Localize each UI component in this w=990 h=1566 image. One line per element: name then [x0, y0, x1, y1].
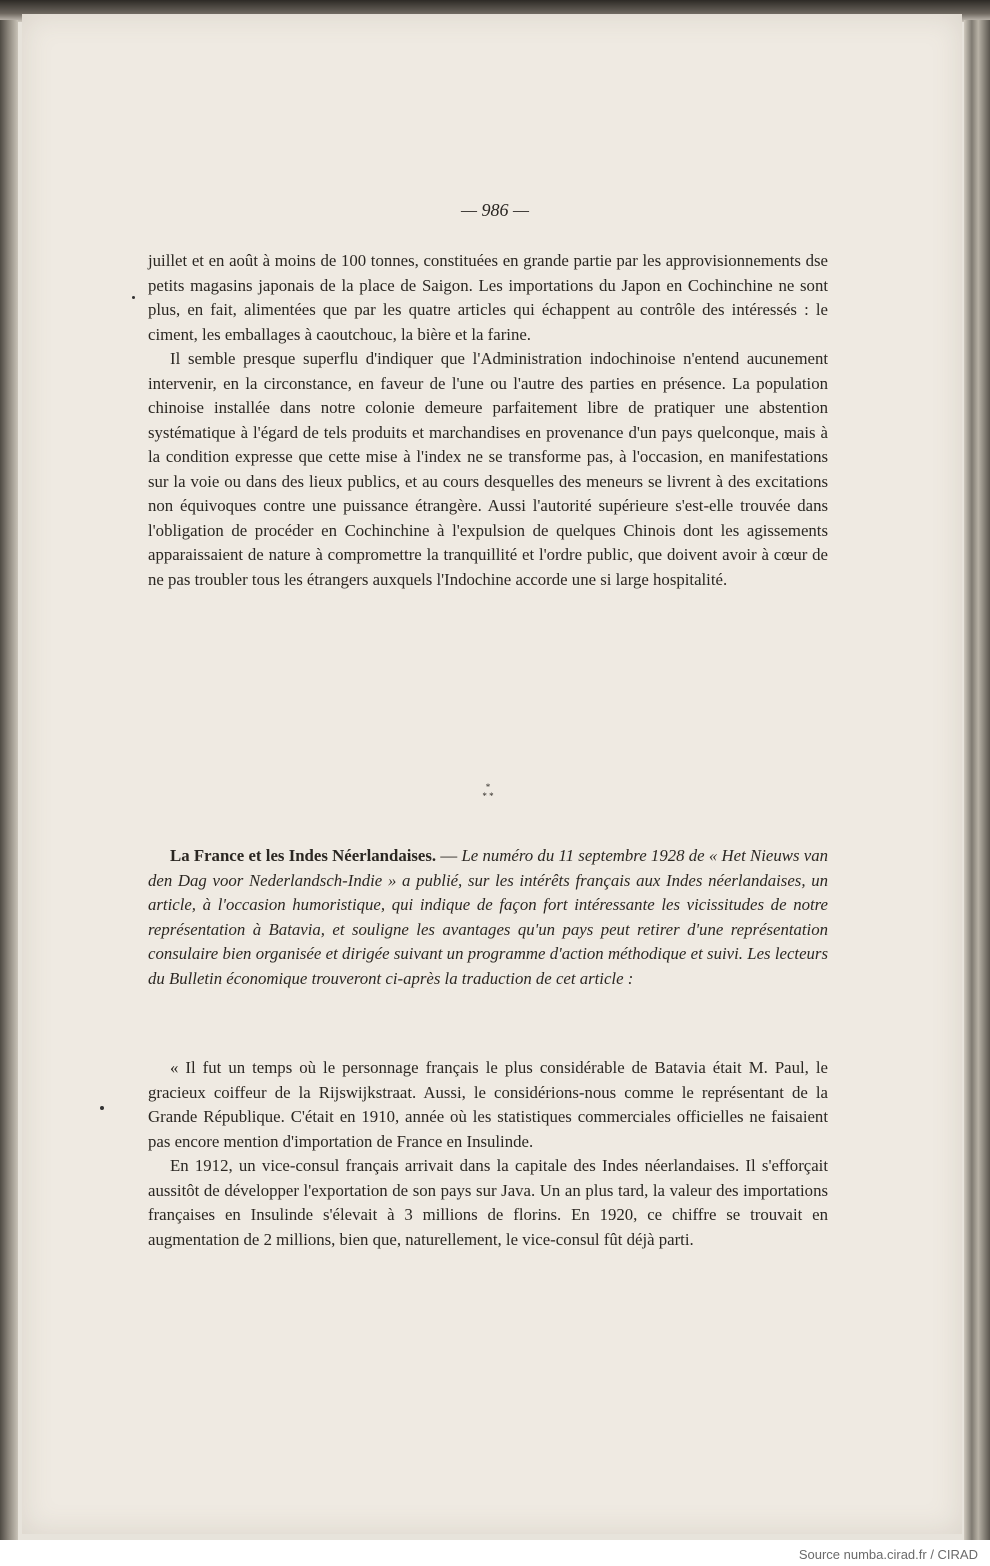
article-introduction — [148, 844, 828, 991]
paragraph: juillet et en août à moins de 100 tonnes, constituées en grande partie par les approvisionnements dse petits magasins japonais de la place de Saigon. Les importations du Japon en Cochinchine ne sont plus, en fait, alimentées que par les quatre articles qui échappent au contrôle des intéressés : le ciment, les emballages à caoutchouc, la bière et la farine. — [148, 251, 828, 344]
source-credit: Source numba.cirad.fr / CIRAD — [798, 1547, 978, 1562]
paragraph: « Il fut un temps où le personnage français le plus considérable de Batavia était M. Paul, le gracieux coiffeur de la Rijswijkstraat. Aussi, le considérions-nous comme le représentant de la Grande République. C'était en 1910, année où les statistiques commerciales officielles ne faisaient pas encore mention d'importation de France en Insulinde. — [148, 1058, 828, 1151]
intro-paragraph — [148, 844, 828, 991]
section-separator-asterism — [460, 783, 516, 801]
book-left-edge — [0, 20, 18, 1540]
intro-text: Le numéro du 11 septembre 1928 de « Het Nieuws van den Dag voor Nederlandsch-Indie » a publié, sur les intérêts français aux Indes néerlandaises, un article, à l'occasion humoristique, qui indique de façon fort intéressante les vicissitudes de notre représentation à Batavia, et souligne les avantages qu'un pays peut retirer d'une représentation consulaire bien organisée et dirigée suivant un programme d'action méthodique et suivi. Les lecteurs du Bulletin économique trouveront ci-après la traduction de cet article : — [148, 846, 828, 988]
book-page-stack-edge — [964, 20, 990, 1540]
paragraph: En 1912, un vice-consul français arrivait dans la capitale des Indes néerlandaises. Il s'efforçait aussitôt de développer l'exportation de son pays sur Java. Un an plus tard, la valeur des importations françaises en Insulinde s'élevait à 3 millions de florins. En 1920, ce chiffre se trouvait en augmentation de 2 millions, bien que, naturellement, le vice-consul fût déjà parti. — [148, 1156, 828, 1249]
heading-dash: — — [436, 846, 462, 865]
ink-speck — [100, 1106, 104, 1110]
asterism-top: * — [485, 782, 491, 792]
translated-article — [148, 1056, 828, 1252]
body-text-section-1 — [148, 249, 828, 592]
ink-speck — [132, 296, 135, 299]
article-heading: La France et les Indes Néerlandaises. — [170, 846, 437, 865]
book-page — [22, 14, 962, 1534]
asterism-bottom: * * — [482, 791, 494, 801]
page-number: — 986 — — [460, 200, 529, 220]
paragraph: Il semble presque superflu d'indiquer que l'Administration indochinoise n'entend aucunement intervenir, en la circonstance, en faveur de l'une ou l'autre des parties en présence. La population chinoise installée dans notre colonie demeure parfaitement libre de pratiquer une abstention systématique à l'égard de tels produits et marchandises en provenance d'un pays quelconque, mais à la condition expresse que cette mise à l'index ne se transforme pas, à l'occasion, en manifestations sur la voie ou dans des lieux publics, et au cours desquelles des meneurs se livrent à des excitations non équivoques contre une puissance étrangère. Aussi l'autorité supérieure s'est-elle trouvée dans l'obligation de procéder en Cochinchine à l'expulsion de quelques Chinois dont les agissements apparaissaient de nature à compromettre la tranquillité et l'ordre public, que doivent avoir à cœur de ne pas troubler tous les étrangers auxquels l'Indochine accorde une si large hospitalité. — [148, 349, 828, 589]
